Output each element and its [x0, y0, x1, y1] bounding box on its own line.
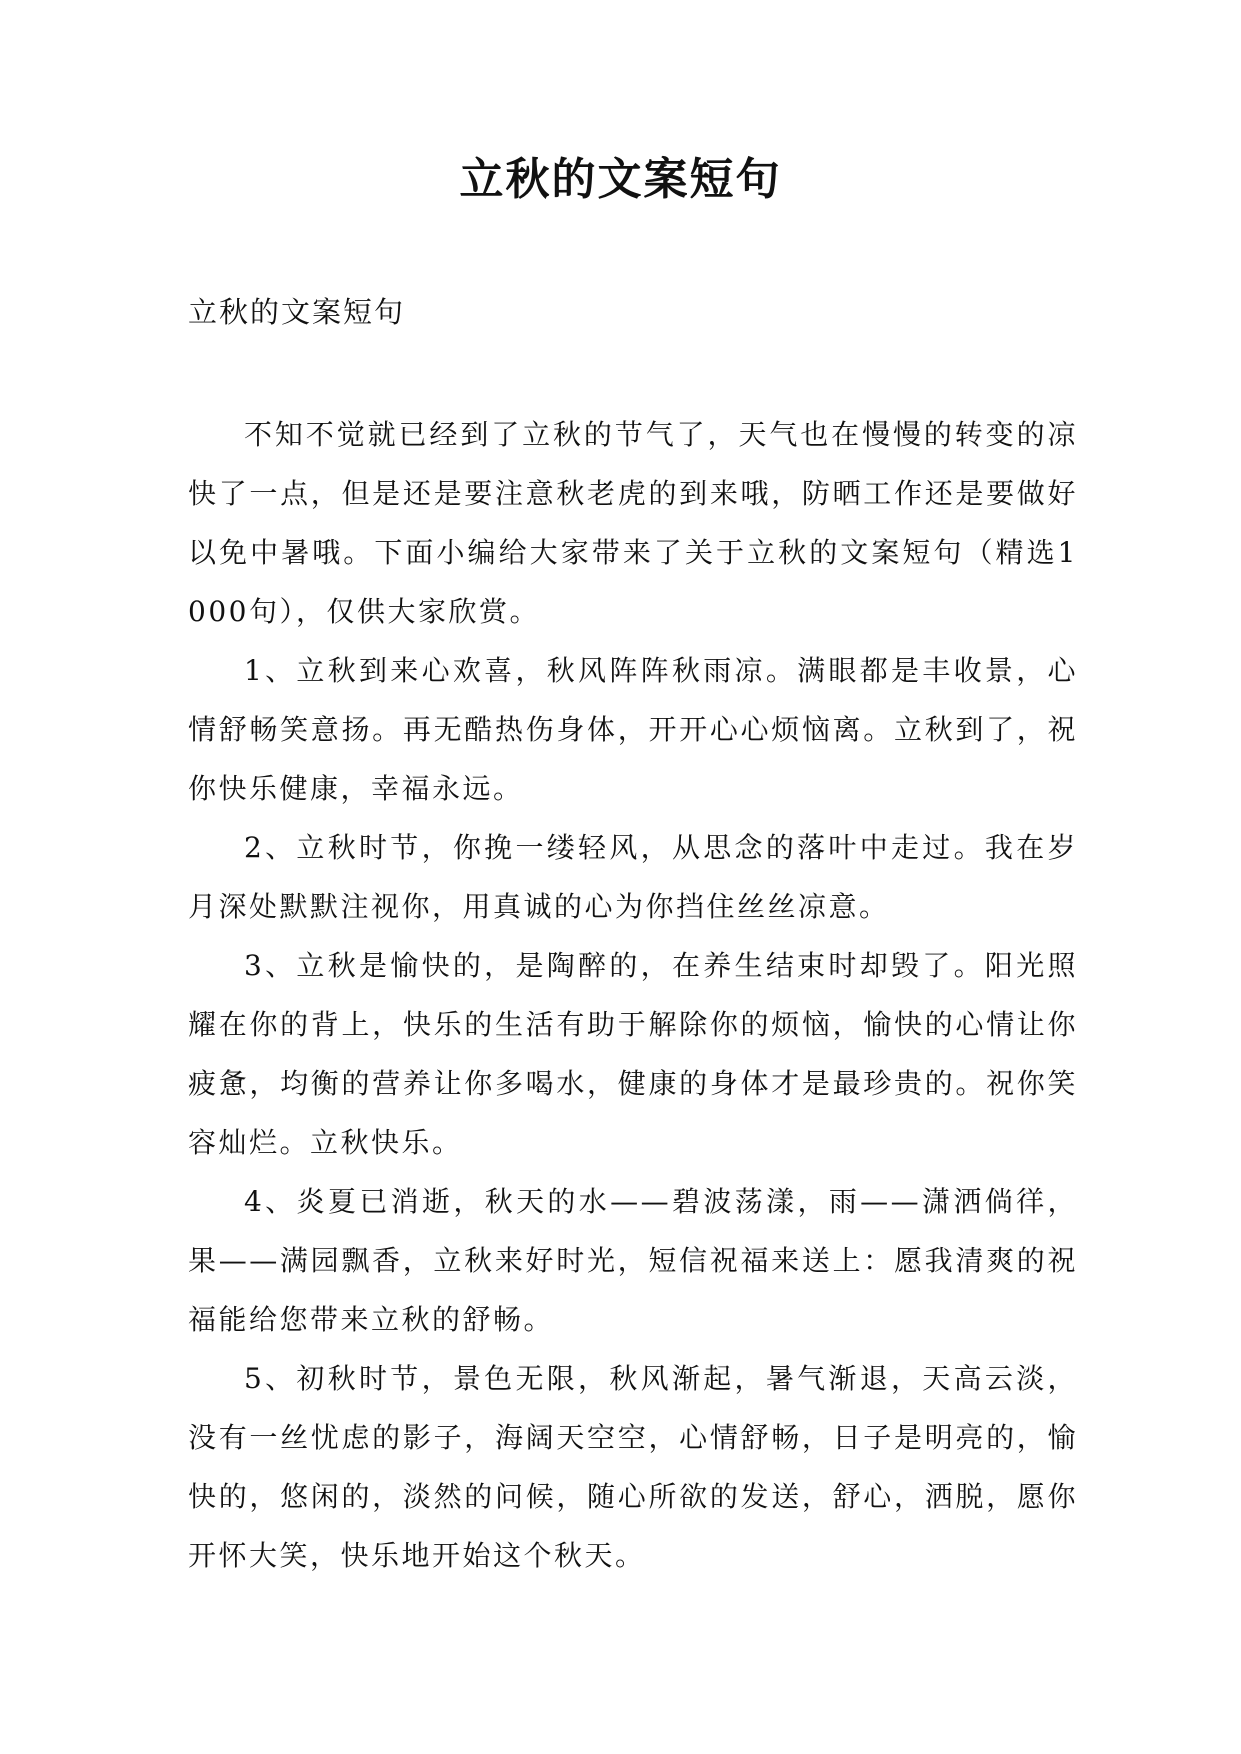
quote-paragraph-2: 2、立秋时节，你挽一缕轻风，从思念的落叶中走过。我在岁月深处默默注视你，用真诚的心为你挡住丝丝凉意。	[188, 831, 1078, 923]
intro-paragraph: 不知不觉就已经到了立秋的节气了，天气也在慢慢的转变的凉快了一点，但是还是要注意秋老虎的到来哦，防晒工作还是要做好以免中暑哦。下面小编给大家带来了关于立秋的文案短句（精选1000句），仅供大家欣赏。	[188, 418, 1078, 628]
document-title: 立秋的文案短句	[459, 154, 782, 205]
quote-paragraph-3: 3、立秋是愉快的，是陶醉的，在养生结束时却毁了。阳光照耀在你的背上，快乐的生活有助于解除你的烦恼，愉快的心情让你疲惫，均衡的营养让你多喝水，健康的身体才是最珍贵的。祝你笑容灿烂。立秋快乐。	[188, 949, 1078, 1159]
quote-paragraph-4: 4、炎夏已消逝，秋天的水——碧波荡漾，雨——潇洒倘徉，果——满园飘香，立秋来好时光，短信祝福来送上：愿我清爽的祝福能给您带来立秋的舒畅。	[188, 1185, 1078, 1336]
quote-paragraph-5: 5、初秋时节，景色无限，秋风渐起，暑气渐退，天高云淡，没有一丝忧虑的影子，海阔天空空，心情舒畅，日子是明亮的，愉快的，悠闲的，淡然的问候，随心所欲的发送，舒心，洒脱，愿你开怀大笑，快乐地开始这个秋天。	[188, 1362, 1078, 1572]
document-body	[188, 405, 1078, 1585]
quote-paragraph-1: 1、立秋到来心欢喜，秋风阵阵秋雨凉。满眼都是丰收景，心情舒畅笑意扬。再无酷热伤身体，开开心心烦恼离。立秋到了，祝你快乐健康，幸福永远。	[188, 654, 1078, 805]
document-subtitle: 立秋的文案短句	[188, 295, 406, 329]
